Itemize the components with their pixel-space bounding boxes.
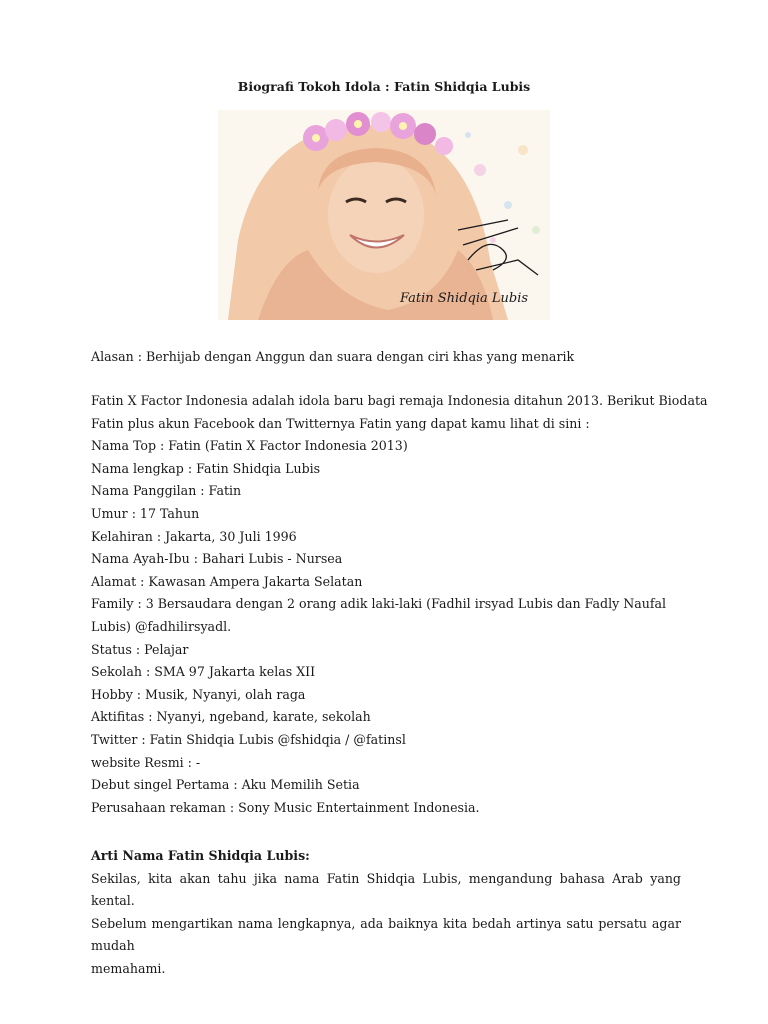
biodata-line: Nama Panggilan : Fatin xyxy=(91,483,242,499)
biodata-line: Alamat : Kawasan Ampera Jakarta Selatan xyxy=(91,573,363,589)
reason-line: Alasan : Berhijab dengan Anggun dan suara dengan ciri khas yang menarik xyxy=(91,349,575,364)
biodata-line: Perusahaan rekaman : Sony Music Entertainment Indonesia. xyxy=(91,799,480,815)
biodata-line: Nama Top : Fatin (Fatin X Factor Indonesia 2013) xyxy=(91,438,408,454)
biodata-line: Twitter : Fatin Shidqia Lubis @fshidqia / @fatinsl xyxy=(91,731,406,747)
biodata-line: Debut singel Pertama : Aku Memilih Setia xyxy=(91,777,360,793)
biodata-line: Lubis) @fadhilirsyadl. xyxy=(91,618,232,634)
paragraph-line: memahami. xyxy=(91,960,166,976)
biodata-line: Sekolah : SMA 97 Jakarta kelas XII xyxy=(91,664,316,680)
reason-paragraph xyxy=(91,346,681,369)
biodata-line: Umur : 17 Tahun xyxy=(91,505,200,521)
biodata-line: Status : Pelajar xyxy=(91,641,189,657)
biodata-line: Family : 3 Bersaudara dengan 2 orang adik laki-laki (Fadhil irsyad Lubis dan Fadly Naufal xyxy=(91,596,667,612)
intro-line: Fatin plus akun Facebook dan Twitternya Fatin yang dapat kamu lihat di sini : xyxy=(91,415,590,431)
biodata-line: Nama lengkap : Fatin Shidqia Lubis xyxy=(91,460,321,476)
biodata-line: Hobby : Musik, Nyanyi, olah raga xyxy=(91,686,306,702)
section-heading: Arti Nama Fatin Shidqia Lubis: xyxy=(91,848,310,863)
intro-line: Fatin X Factor Indonesia adalah idola baru bagi remaja Indonesia ditahun 2013. Berikut Biodata xyxy=(91,393,708,408)
signature-text: Fatin Shidqia Lubis xyxy=(400,291,529,306)
biodata-line: website Resmi : - xyxy=(91,754,201,770)
document-title: Biografi Tokoh Idola : Fatin Shidqia Lubis xyxy=(237,79,531,94)
profile-photo xyxy=(218,110,550,320)
biodata-section xyxy=(91,390,708,819)
biodata-line: Kelahiran : Jakarta, 30 Juli 1996 xyxy=(91,528,297,544)
biodata-line: Aktifitas : Nyanyi, ngeband, karate, sekolah xyxy=(91,709,371,725)
paragraph-line: Sekilas, kita akan tahu jika nama Fatin Shidqia Lubis, mengandung bahasa Arab yang kental. xyxy=(91,870,681,909)
paragraph-line: Sebelum mengartikan nama lengkapnya, ada baiknya kita bedah artinya satu persatu agar mudah xyxy=(91,915,681,954)
name-meaning-section xyxy=(91,845,681,981)
biodata-line: Nama Ayah-Ibu : Bahari Lubis - Nursea xyxy=(91,551,343,567)
